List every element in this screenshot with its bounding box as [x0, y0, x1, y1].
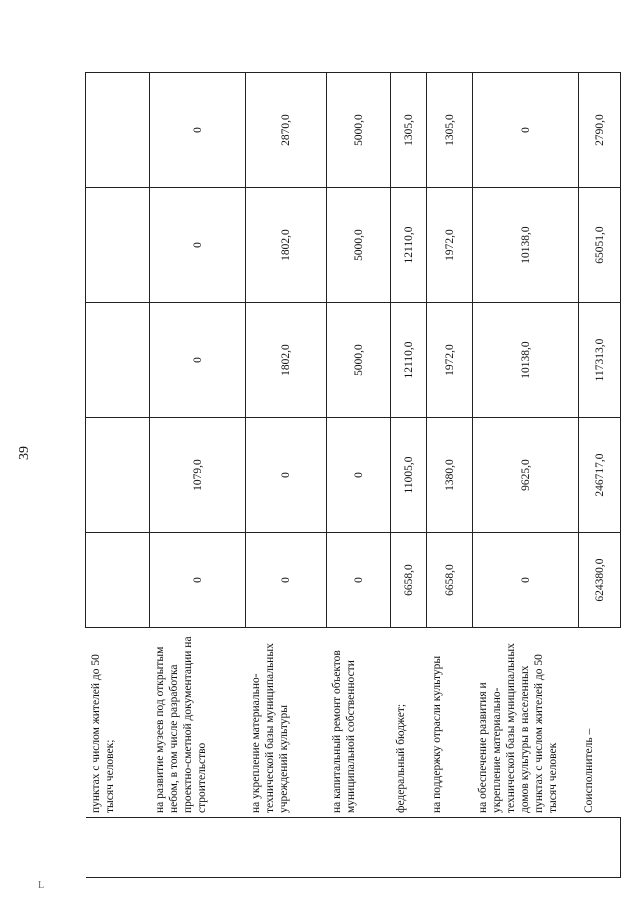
rotated-table-container	[85, 73, 610, 878]
row-label: на поддержку отрасли культуры	[427, 628, 473, 818]
table-row	[427, 73, 473, 878]
value-cell: 10138,0	[473, 188, 579, 303]
value-cell: 0	[150, 73, 246, 188]
value-cell	[86, 418, 150, 533]
row-label: федеральный бюджет;	[391, 628, 427, 818]
value-cell: 12110,0	[391, 303, 427, 418]
blank-first-column	[86, 818, 621, 878]
value-cell: 2790,0	[579, 73, 621, 188]
value-cell: 1972,0	[427, 303, 473, 418]
value-cell: 0	[327, 533, 391, 628]
row-label: на укрепление материально-технической базы муниципальных учреждений культуры	[246, 628, 327, 818]
row-label: пунктах с числом жителей до 50 тысяч человек;	[86, 628, 150, 818]
value-cell: 1305,0	[391, 73, 427, 188]
page-number: 39	[17, 446, 32, 460]
table-row	[246, 73, 327, 878]
table-row	[150, 73, 246, 878]
row-label: на обеспечение развития и укрепление материально-технической базы муниципальных домов культуры в населенных пунктах с числом жителей до 50 тысяч человек	[473, 628, 579, 818]
value-cell	[86, 188, 150, 303]
value-cell: 1802,0	[246, 303, 327, 418]
budget-table	[85, 72, 621, 878]
value-cell: 0	[473, 73, 579, 188]
value-cell: 12110,0	[391, 188, 427, 303]
table-row	[473, 73, 579, 878]
table-row	[327, 73, 391, 878]
value-cell: 0	[246, 533, 327, 628]
value-cell	[86, 73, 150, 188]
value-cell: 6658,0	[391, 533, 427, 628]
value-cell: 117313,0	[579, 303, 621, 418]
value-cell: 11005,0	[391, 418, 427, 533]
margin-mark: L	[38, 880, 45, 891]
row-label: на капитальный ремонт объектов муниципальной собственности	[327, 628, 391, 818]
value-cell: 5000,0	[327, 303, 391, 418]
value-cell	[86, 533, 150, 628]
value-cell: 5000,0	[327, 73, 391, 188]
value-cell: 1802,0	[246, 188, 327, 303]
value-cell: 1972,0	[427, 188, 473, 303]
value-cell: 2870,0	[246, 73, 327, 188]
value-cell: 624380,0	[579, 533, 621, 628]
value-cell: 10138,0	[473, 303, 579, 418]
value-cell: 0	[150, 303, 246, 418]
value-cell: 1079,0	[150, 418, 246, 533]
table-row	[391, 73, 427, 878]
value-cell: 6658,0	[427, 533, 473, 628]
value-cell: 246717,0	[579, 418, 621, 533]
row-label: на развитие музеев под открытым небом, в том числе разработка проектно-сметной документации на строительство	[150, 628, 246, 818]
row-label: Соисполнитель –	[579, 628, 621, 818]
value-cell: 0	[150, 188, 246, 303]
value-cell: 1305,0	[427, 73, 473, 188]
table-row	[86, 73, 150, 878]
value-cell: 65051,0	[579, 188, 621, 303]
value-cell: 0	[246, 418, 327, 533]
value-cell: 0	[473, 533, 579, 628]
value-cell: 0	[327, 418, 391, 533]
value-cell: 0	[150, 533, 246, 628]
value-cell	[86, 303, 150, 418]
table-row	[579, 73, 621, 878]
value-cell: 5000,0	[327, 188, 391, 303]
value-cell: 1380,0	[427, 418, 473, 533]
value-cell: 9625,0	[473, 418, 579, 533]
